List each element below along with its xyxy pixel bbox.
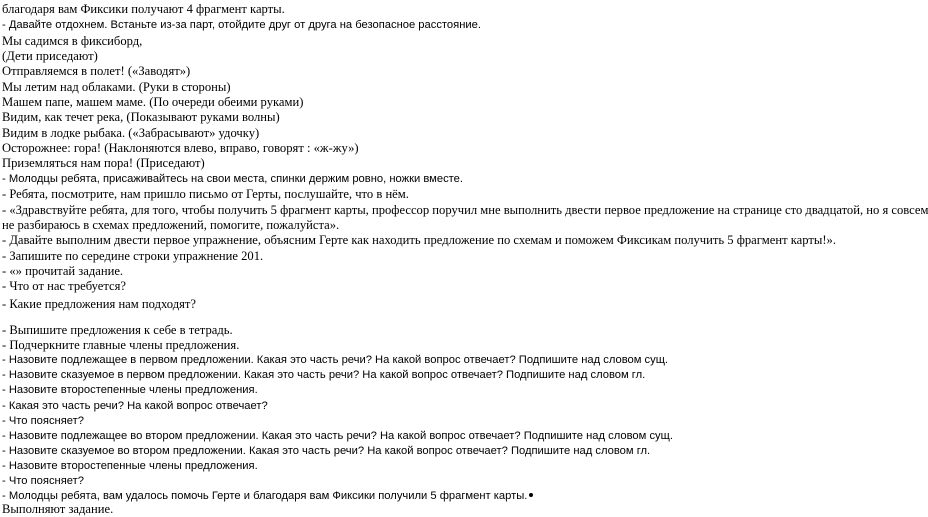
- text-line: - Назовите сказуемое в первом предложении. Какая это часть речи? На какой вопрос отвечает? Подпишите над словом гл.: [2, 369, 646, 382]
- text-line: Приземляться нам пора! (Приседают): [2, 156, 205, 170]
- text-line: Видим в лодке рыбака. («Забрасывают» удочку): [2, 126, 260, 140]
- text-line: - Давайте отдохнем. Встаньте из-за парт, отойдите друг от друга на безопасное расстояние.: [2, 19, 481, 31]
- text-line: - Что от нас требуется?: [2, 279, 126, 293]
- text-line: - «Здравствуйте ребята, для того, чтобы получить 5 фрагмент карты, профессор поручил мне выполнить двести первое предложение на странице сто двадцатой, но я совсем: [2, 203, 928, 217]
- text-line: - Что поясняет?: [2, 475, 84, 487]
- bullet-icon: [529, 493, 533, 497]
- text-line: - «» прочитай задание.: [2, 264, 124, 278]
- text-line: не разбираюсь в схемах предложений, помогите, пожалуйста».: [2, 218, 340, 232]
- text-line: Осторожнее: гора! (Наклоняются влево, вправо, говорят : «ж-жу»): [2, 141, 359, 155]
- text-line: - Давайте выполним двести первое упражнение, объясним Герте как находить предложение по схемам и поможем Фиксикам получить 5 фрагмент карты!».: [2, 233, 836, 247]
- footer-note: Выполняют задание.: [2, 502, 114, 516]
- text-line: - Молодцы ребята, вам удалось помочь Герте и благодаря вам Фиксики получили 5 фрагмент карты.: [2, 489, 533, 504]
- text-line: - Молодцы ребята, присаживайтесь на свои места, спинки держим ровно, ножки вместе.: [2, 173, 464, 185]
- text-line: - Выпишите предложения к себе в тетрадь.: [2, 323, 233, 337]
- text-line: Мы садимся в фиксиборд,: [2, 34, 143, 48]
- text-line: - Назовите сказуемое во втором предложении. Какая это часть речи? На какой вопрос отвечает? Подпишите над словом гл.: [2, 444, 651, 457]
- text-line: - Что поясняет?: [2, 414, 84, 427]
- text-line: благодаря вам Фиксики получают 4 фрагмент карты.: [2, 2, 285, 16]
- text-line: - Ребята, посмотрите, нам пришло письмо от Герты, послушайте, что в нём.: [2, 187, 409, 201]
- text-line: - Назовите подлежащее во втором предложении. Какая это часть речи? На какой вопрос отвечает? Подпишите над словом сущ.: [2, 429, 673, 442]
- text-line: Машем папе, машем маме. (По очереди обеими руками): [2, 95, 304, 109]
- text-line: Мы летим над облаками. (Руки в стороны): [2, 80, 231, 94]
- text-line: Видим, как течет река, (Показывают руками волны): [2, 110, 280, 124]
- text-line: - Назовите второстепенные члены предложения.: [2, 384, 258, 397]
- text-line: - Запишите по середине строки упражнение 201.: [2, 249, 264, 263]
- text-line: - Назовите подлежащее в первом предложении. Какая это часть речи? На какой вопрос отвечает? Подпишите над словом сущ.: [2, 354, 669, 367]
- text-line: - Назовите второстепенные члены предложения.: [2, 459, 258, 472]
- text-line: - Какие предложения нам подходят?: [2, 297, 197, 311]
- text-line: - Какая это часть речи? На какой вопрос отвечает?: [2, 399, 268, 412]
- text-line: (Дети приседают): [2, 49, 98, 63]
- text-line: - Подчеркните главные члены предложения.: [2, 338, 240, 353]
- text-line: Отправляемся в полет! («Заводят»): [2, 64, 191, 78]
